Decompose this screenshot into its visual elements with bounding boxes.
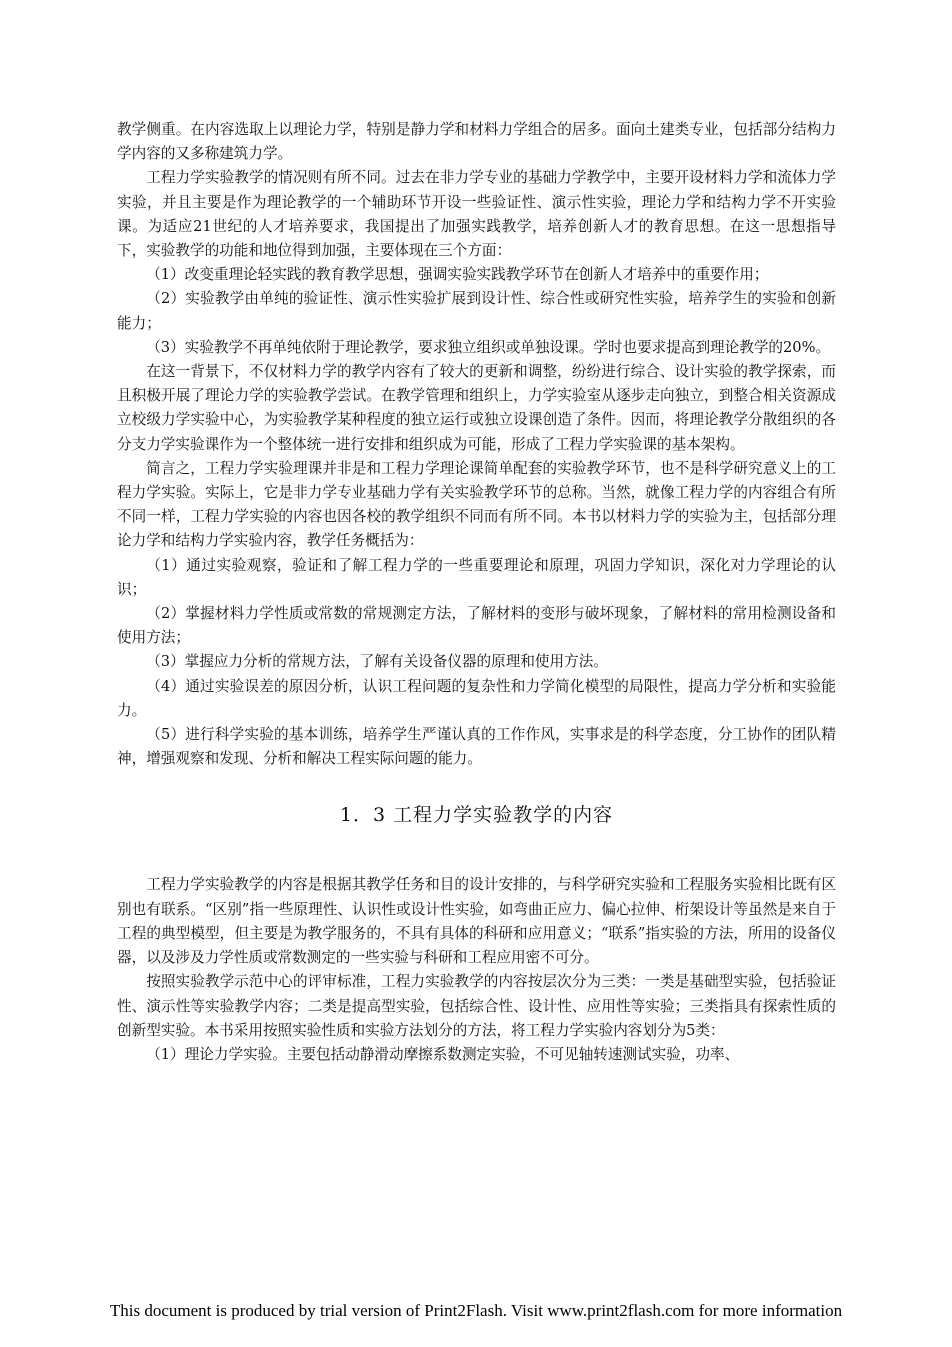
list-item: （1）通过实验观察，验证和了解工程力学的一些重要理论和原理，巩固力学知识，深化对力学理论的认识； bbox=[117, 556, 836, 598]
section-heading: 1．3 工程力学实验教学的内容 bbox=[339, 804, 614, 827]
paragraph-group-after bbox=[117, 873, 836, 1067]
list-item: （1）改变重理论轻实践的教育教学思想，强调实验实践教学环节在创新人才培养中的重要作用； bbox=[146, 266, 769, 284]
list-item: （5）进行科学实验的基本训练，培养学生严谨认真的工作作风，实事求是的科学态度，分工协作的团队精神，增强观察和发现、分析和解决工程实际问题的能力。 bbox=[117, 726, 836, 768]
list-item: （3）掌握应力分析的常规方法，了解有关设备仪器的原理和使用方法。 bbox=[146, 653, 608, 671]
list-item: （4）通过实验误差的原因分析，认识工程问题的复杂性和力学简化模型的局限性，提高力学分析和实验能力。 bbox=[117, 677, 836, 719]
list-item: （3）实验教学不再单纯依附于理论教学，要求独立组织或单独设课。学时也要求提高到理论教学的20%。 bbox=[146, 338, 831, 356]
paragraph: 工程力学实验教学的情况则有所不同。过去在非力学专业的基础力学教学中，主要开设材料力学和流体力学实验，并且主要是作为理论教学的一个辅助环节开设一些验证性、演示性实验，理论力学和结构力学不开实验课。为适应21世纪的人才培养要求，我国提出了加强实践教学，培养创新人才的教育思想。在这一思想指导下，实验教学的功能和地位得到加强，主要体现在三个方面： bbox=[117, 169, 836, 260]
paragraph-continuation: 教学侧重。在内容选取上以理论力学，特别是静力学和材料力学组合的居多。面向土建类专业，包括部分结构力学内容的又多称建筑力学。 bbox=[117, 121, 836, 163]
paragraph: 按照实验教学示范中心的评审标准，工程力实验教学的内容按层次分为三类：一类是基础型实验，包括验证性、演示性等实验教学内容；二类是提高型实验，包括综合性、设计性、应用性等实验；三类指具有探索性质的创新型实验。本书采用按照实验性质和实验方法划分的方法，将工程力学实验内容划分为5类： bbox=[117, 973, 836, 1039]
paragraph: 在这一背景下，不仅材料力学的教学内容有了较大的更新和调整，纷纷进行综合、设计实验的教学探索，而且积极开展了理论力学的实验教学尝试。在教学管理和组织上，力学实验室从逐步走向独立，到整合相关资源成立校级力学实验中心，为实验教学某种程度的独立运行或独立设课创造了条件。因而，将理论教学分散组织的各分支力学实验课作为一个整体统一进行安排和组织成为可能，形成了工程力学实验课的基本架构。 bbox=[117, 363, 836, 453]
paragraph: 简言之，工程力学实验理课并非是和工程力学理论课简单配套的实验教学环节，也不是科学研究意义上的工程力学实验。实际上，它是非力学专业基础力学有关实验教学环节的总称。当然，就像工程力学的内容组合有所不同一样，工程力学实验的内容也因各校的教学组织不同而有所不同。本书以材料力学的实验为主，包括部分理论力学和结构力学实验内容，教学任务概括为： bbox=[117, 459, 836, 550]
list-item: （2）掌握材料力学性质或常数的常规测定方法，了解材料的变形与破坏现象，了解材料的常用检测设备和使用方法； bbox=[117, 605, 836, 647]
list-item: （2）实验教学由单纯的验证性、演示性实验扩展到设计性、综合性或研究性实验，培养学生的实验和创新能力； bbox=[117, 290, 836, 332]
paragraph-group-before bbox=[117, 118, 836, 771]
paragraph: 工程力学实验教学的内容是根据其教学任务和目的设计安排的，与科学研究实验和工程服务实验相比既有区别也有联系。“区别”指一些原理性、认识性或设计性实验，如弯曲正应力、偏心拉伸、桁架设计等虽然是来自于工程的典型模型，但主要是为教学服务的，不具有具体的科研和应用意义；“联系”指实验的方法，所用的设备仪器，以及涉及力学性质或常数测定的一些实验与科研和工程应用密不可分。 bbox=[117, 876, 836, 967]
trial-watermark-footer: This document is produced by trial version of Print2Flash. Visit www.print2flash.com for more information bbox=[109, 1301, 843, 1320]
list-item: （1）理论力学实验。主要包括动静滑动摩擦系数测定实验，不可见轴转速测试实验，功率、 bbox=[146, 1045, 740, 1063]
document-body bbox=[117, 118, 836, 1067]
